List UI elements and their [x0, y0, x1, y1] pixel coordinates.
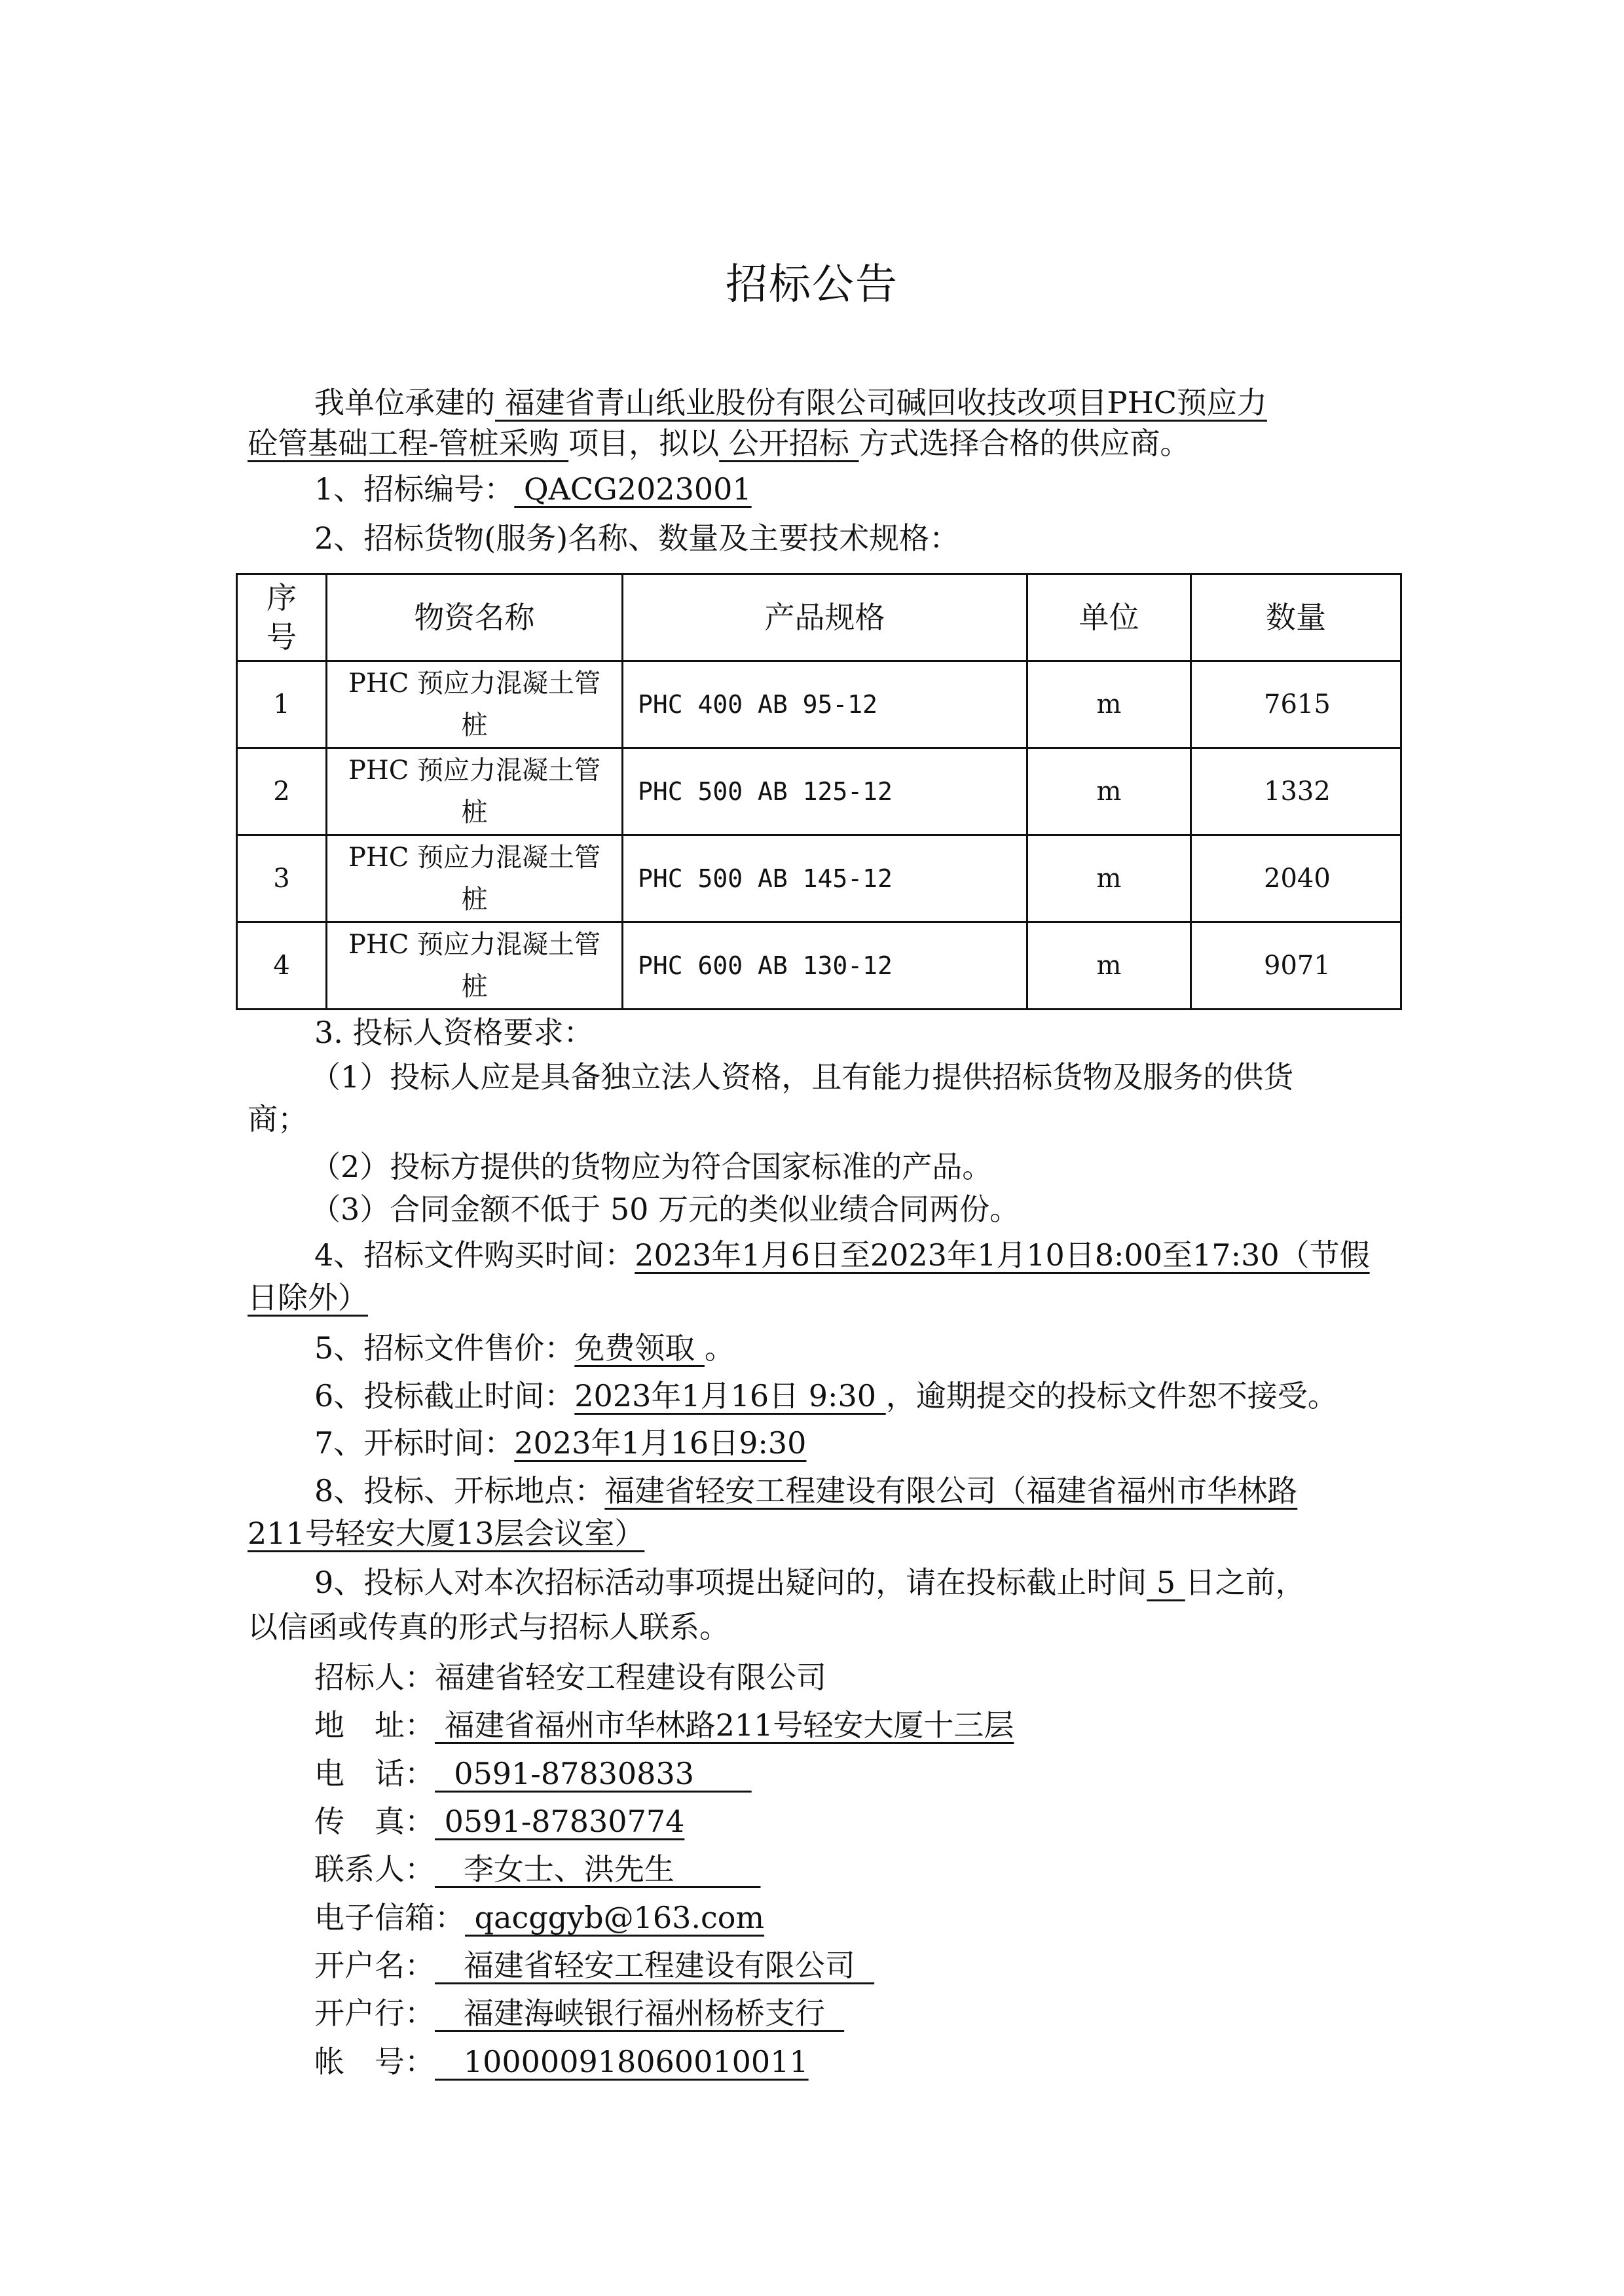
header-qty: 数量 — [1191, 574, 1401, 661]
bid-location: 8、投标、开标地点：福建省轻安工程建设有限公司（福建省福州市华林路 — [314, 1473, 1298, 1508]
intro-line-1: 我单位承建的 福建省青山纸业股份有限公司碱回收技改项目PHC预应力 — [314, 385, 1267, 420]
telephone: 电 话： 0591-87830833 — [314, 1756, 752, 1791]
bid-location-cont: 211号轻安大厦13层会议室） — [248, 1516, 645, 1551]
opening-time: 7、开标时间：2023年1月16日9:30 — [314, 1425, 807, 1461]
header-unit: 单位 — [1027, 574, 1191, 661]
bank: 开户行： 福建海峡银行福州杨桥支行 — [314, 1995, 845, 2031]
qualification-heading: 3. 投标人资格要求： — [314, 1015, 594, 1050]
tender-number: 1、招标编号： QACG2023001 — [314, 471, 752, 507]
contact-person: 联系人： 李女士、洪先生 — [314, 1851, 761, 1887]
table-row: 4 PHC 预应力混凝土管桩 PHC 600 AB 130-12 m 9071 — [237, 922, 1401, 1010]
account-name: 开户名： 福建省轻安工程建设有限公司 — [314, 1948, 875, 1983]
table-row: 3 PHC 预应力混凝土管桩 PHC 500 AB 145-12 m 2040 — [237, 835, 1401, 922]
inquiry-note-cont: 以信函或传真的形式与招标人联系。 — [248, 1609, 729, 1645]
email: 电子信箱： qacggyb@163.com — [314, 1900, 765, 1935]
header-seq: 序号 — [237, 574, 327, 661]
procurement-method: 公开招标 — [719, 426, 859, 461]
qualification-2: （2）投标方提供的货物应为符合国家标准的产品。 — [310, 1149, 993, 1184]
table-row: 1 PHC 预应力混凝土管桩 PHC 400 AB 95-12 m 7615 — [237, 661, 1401, 748]
document-price: 5、招标文件售价：免费领取 。 — [314, 1330, 735, 1366]
qualification-1: （1）投标人应是具备独立法人资格，且有能力提供招标货物及服务的供货 — [310, 1059, 1294, 1095]
header-spec: 产品规格 — [623, 574, 1027, 661]
goods-table — [236, 573, 1402, 1010]
address: 地 址： 福建省福州市华林路211号轻安大厦十三层 — [314, 1707, 1014, 1743]
intro-line-2: 砼管基础工程-管桩采购 项目，拟以 公开招标 方式选择合格的供应商。 — [248, 426, 1190, 461]
purchase-time: 4、招标文件购买时间：2023年1月6日至2023年1月10日8:00至17:30（节假 — [314, 1237, 1370, 1273]
goods-spec-heading: 2、招标货物(服务)名称、数量及主要技术规格： — [314, 520, 960, 556]
qualification-3: （3）合同金额不低于 50 万元的类似业绩合同两份。 — [310, 1192, 1020, 1227]
qualification-1-cont: 商； — [248, 1101, 308, 1137]
project-name: 福建省青山纸业股份有限公司碱回收技改项目PHC预应力 — [495, 385, 1267, 420]
tenderer: 招标人：福建省轻安工程建设有限公司 — [314, 1660, 826, 1695]
inquiry-note: 9、投标人对本次招标活动事项提出疑问的，请在投标截止时间 5 日之前， — [314, 1565, 1306, 1600]
purchase-time-cont: 日除外） — [248, 1280, 368, 1315]
table-row: 2 PHC 预应力混凝土管桩 PHC 500 AB 125-12 m 1332 — [237, 748, 1401, 835]
page-title: 招标公告 — [726, 261, 898, 309]
account-number: 帐 号： 100000918060010011 — [314, 2044, 809, 2079]
bid-deadline: 6、投标截止时间：2023年1月16日 9:30 ，逾期提交的投标文件恕不接受。 — [314, 1378, 1338, 1413]
header-name: 物资名称 — [327, 574, 623, 661]
fax: 传 真： 0591-87830774 — [314, 1804, 685, 1839]
table-header-row — [237, 574, 1401, 661]
